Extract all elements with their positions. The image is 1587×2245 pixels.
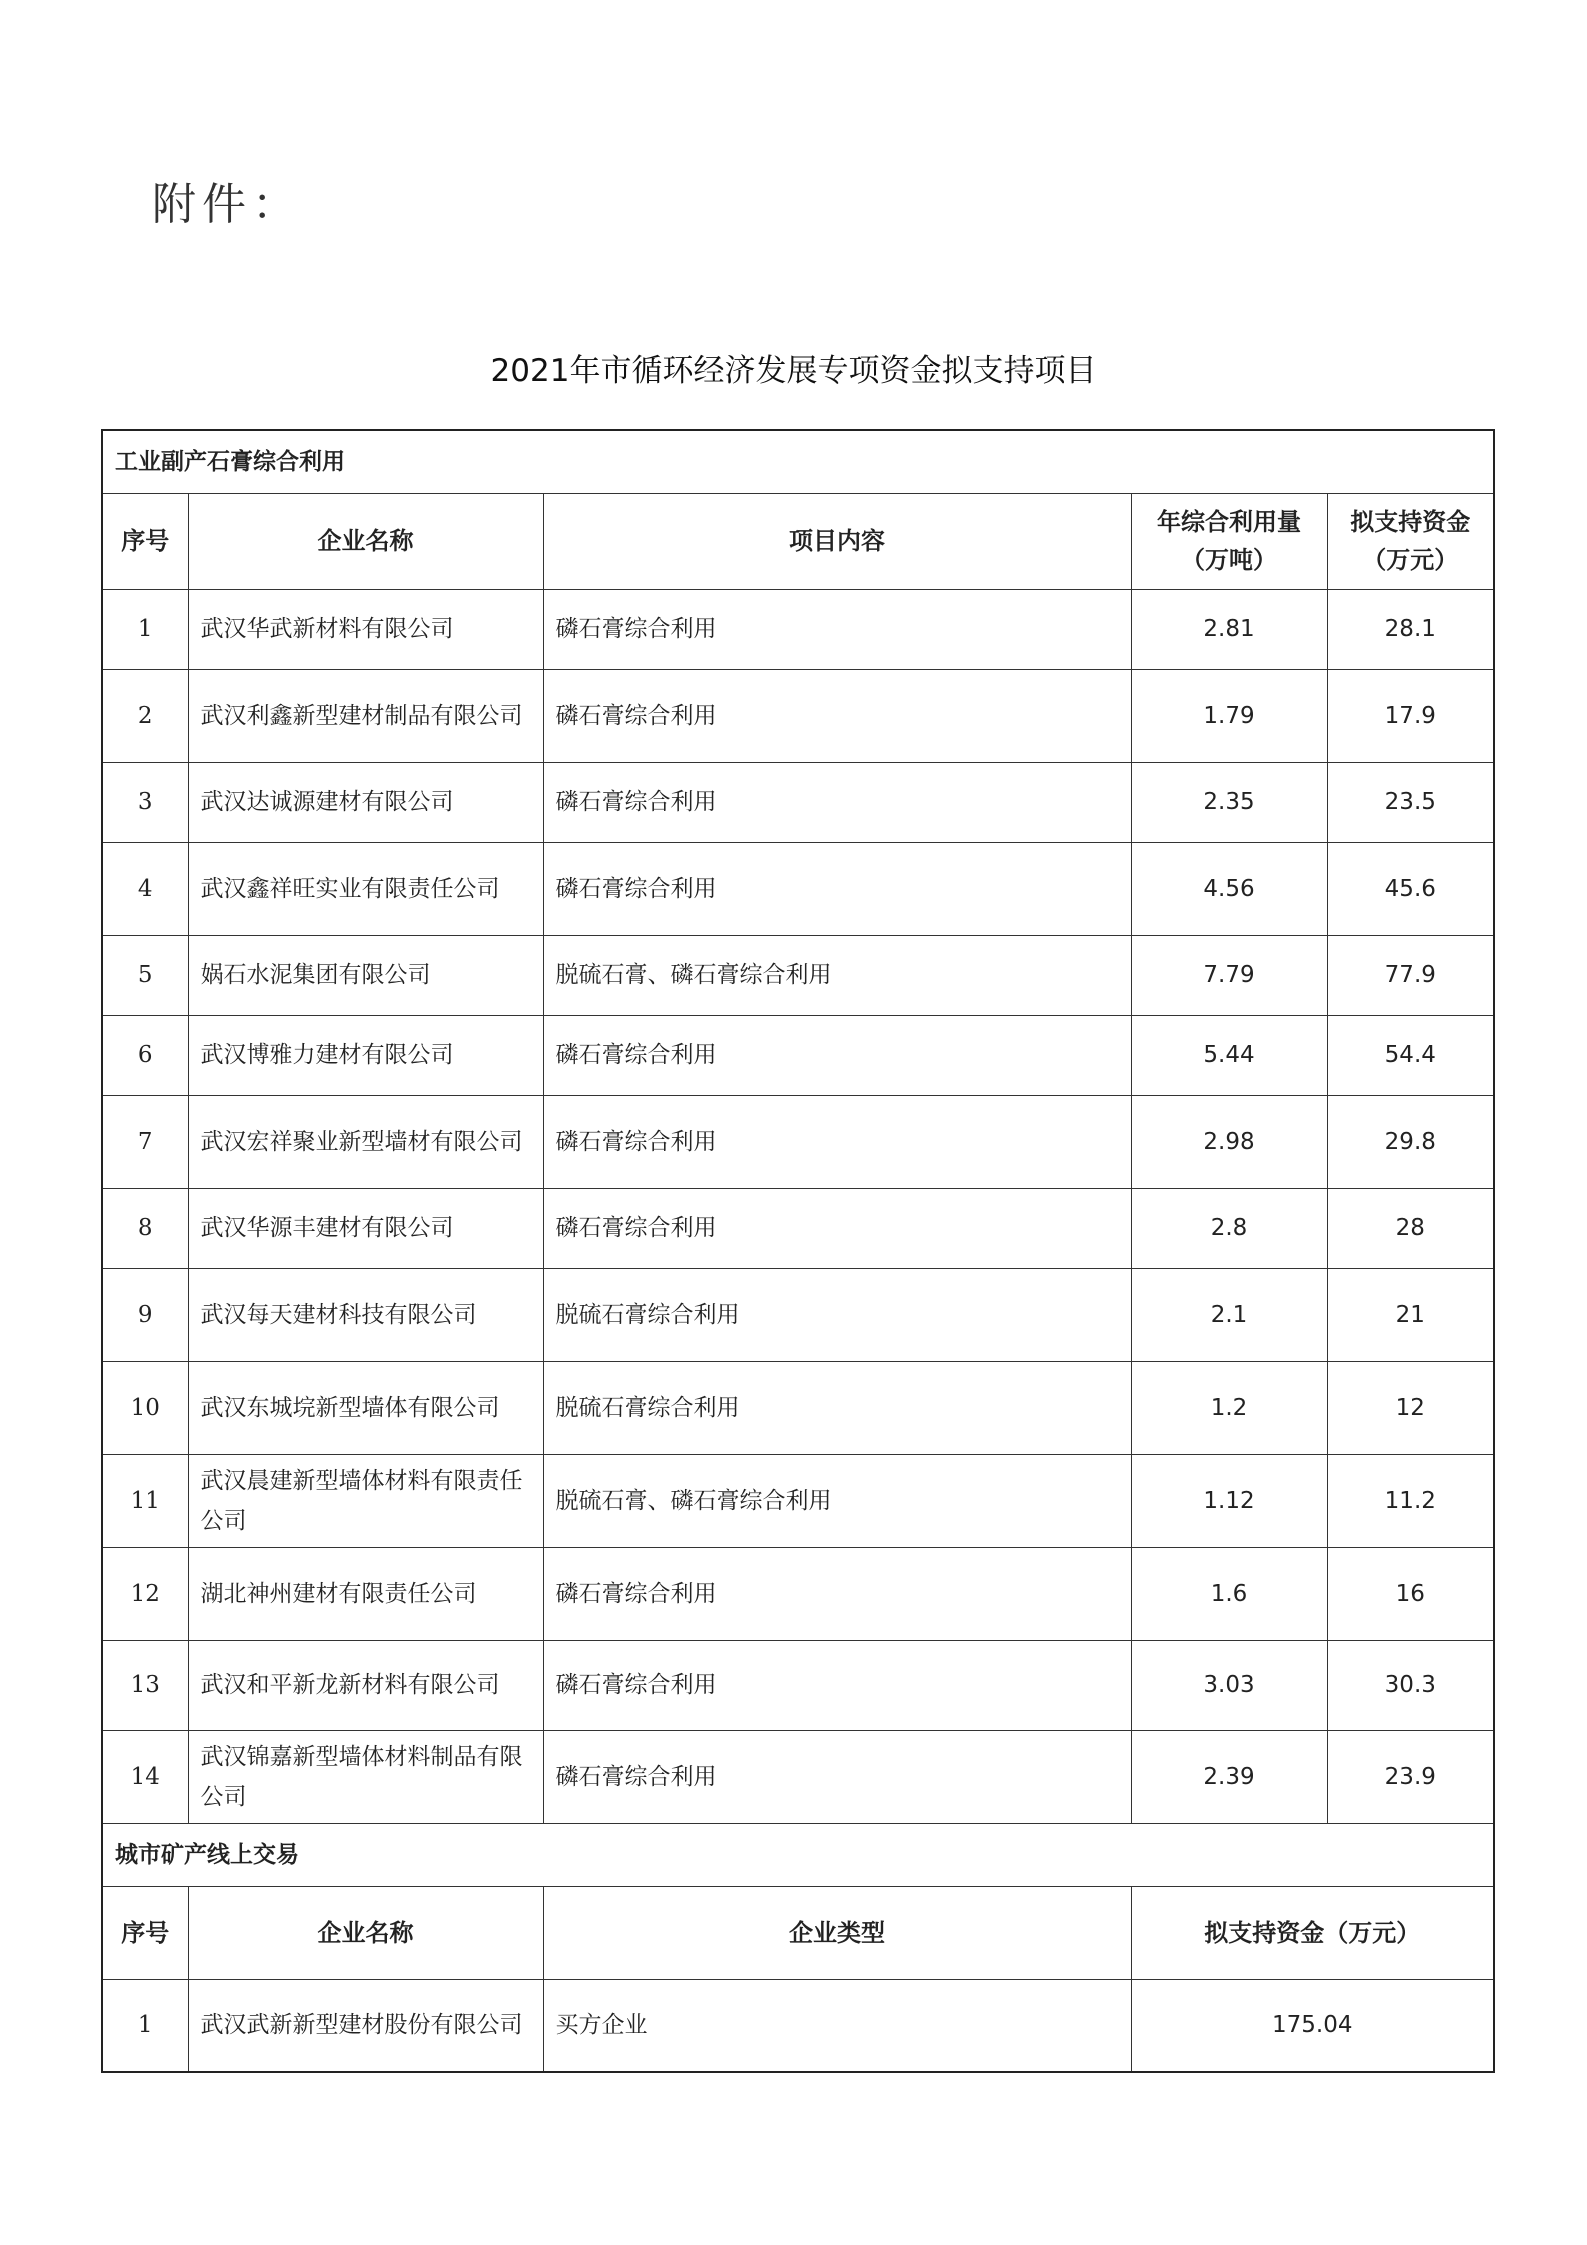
header-company: 企业名称 [188,493,543,589]
cell-amount: 4.56 [1131,842,1327,935]
cell-company: 武汉东城垸新型墙体有限公司 [188,1361,543,1454]
header-content: 项目内容 [543,493,1131,589]
cell-amount: 1.2 [1131,1361,1327,1454]
table-row [102,1454,1494,1547]
table-row [102,935,1494,1015]
cell-seq: 1 [102,1979,188,2072]
header-funds-line1: 拟支持资金 [1350,508,1471,536]
cell-funds: 45.6 [1327,842,1494,935]
header-amount [1131,493,1327,589]
cell-seq: 5 [102,935,188,1015]
cell-amount: 2.1 [1131,1268,1327,1361]
header-type: 企业类型 [543,1886,1131,1979]
table-row [102,1095,1494,1188]
cell-company: 武汉每天建材科技有限公司 [188,1268,543,1361]
section-heading-urban-mining: 城市矿产线上交易 [102,1823,1494,1886]
table-header-row [102,1886,1494,1979]
cell-funds: 175.04 [1131,1979,1494,2072]
cell-content: 磷石膏综合利用 [543,1640,1131,1730]
table-row [102,589,1494,669]
cell-content: 脱硫石膏、磷石膏综合利用 [543,1454,1131,1547]
cell-seq: 13 [102,1640,188,1730]
cell-amount: 1.6 [1131,1547,1327,1640]
cell-content: 脱硫石膏综合利用 [543,1268,1131,1361]
cell-amount: 1.79 [1131,669,1327,762]
cell-seq: 11 [102,1454,188,1547]
section-heading-gypsum: 工业副产石膏综合利用 [102,430,1494,493]
cell-funds: 77.9 [1327,935,1494,1015]
cell-funds: 23.5 [1327,762,1494,842]
cell-content: 磷石膏综合利用 [543,1730,1131,1823]
header-seq: 序号 [102,493,188,589]
cell-seq: 6 [102,1015,188,1095]
cell-type: 买方企业 [543,1979,1131,2072]
cell-amount: 1.12 [1131,1454,1327,1547]
cell-funds: 11.2 [1327,1454,1494,1547]
cell-seq: 10 [102,1361,188,1454]
cell-company: 武汉博雅力建材有限公司 [188,1015,543,1095]
cell-amount: 2.35 [1131,762,1327,842]
table-header-row [102,493,1494,589]
cell-company: 武汉鑫祥旺实业有限责任公司 [188,842,543,935]
cell-seq: 12 [102,1547,188,1640]
table-row [102,669,1494,762]
table-row [102,1979,1494,2072]
cell-company: 武汉利鑫新型建材制品有限公司 [188,669,543,762]
cell-amount: 3.03 [1131,1640,1327,1730]
cell-funds: 17.9 [1327,669,1494,762]
cell-amount: 2.39 [1131,1730,1327,1823]
cell-seq: 8 [102,1188,188,1268]
header-amount-line2: （万吨） [1181,546,1277,574]
cell-company: 武汉锦嘉新型墙体材料制品有限公司 [188,1730,543,1823]
cell-funds: 28 [1327,1188,1494,1268]
table-row [102,1547,1494,1640]
cell-funds: 29.8 [1327,1095,1494,1188]
cell-company: 武汉武新新型建材股份有限公司 [188,1979,543,2072]
cell-company: 武汉达诚源建材有限公司 [188,762,543,842]
cell-content: 磷石膏综合利用 [543,1547,1131,1640]
cell-company: 娲石水泥集团有限公司 [188,935,543,1015]
table-row [102,762,1494,842]
attachment-label: 附件： [152,179,302,230]
cell-content: 脱硫石膏综合利用 [543,1361,1131,1454]
cell-seq: 4 [102,842,188,935]
cell-amount: 2.98 [1131,1095,1327,1188]
cell-funds: 16 [1327,1547,1494,1640]
cell-content: 磷石膏综合利用 [543,669,1131,762]
cell-funds: 21 [1327,1268,1494,1361]
cell-content: 磷石膏综合利用 [543,1015,1131,1095]
funding-table [101,429,1495,2073]
cell-content: 磷石膏综合利用 [543,1095,1131,1188]
header-funds [1327,493,1494,589]
cell-company: 武汉和平新龙新材料有限公司 [188,1640,543,1730]
cell-company: 武汉华武新材料有限公司 [188,589,543,669]
cell-funds: 12 [1327,1361,1494,1454]
table-row [102,1268,1494,1361]
cell-funds: 23.9 [1327,1730,1494,1823]
table-row [102,1361,1494,1454]
cell-seq: 1 [102,589,188,669]
cell-seq: 9 [102,1268,188,1361]
cell-content: 脱硫石膏、磷石膏综合利用 [543,935,1131,1015]
cell-seq: 7 [102,1095,188,1188]
cell-seq: 2 [102,669,188,762]
cell-company: 湖北神州建材有限责任公司 [188,1547,543,1640]
cell-amount: 7.79 [1131,935,1327,1015]
header-funds: 拟支持资金（万元） [1131,1886,1494,1979]
header-seq: 序号 [102,1886,188,1979]
cell-funds: 28.1 [1327,589,1494,669]
cell-content: 磷石膏综合利用 [543,762,1131,842]
cell-content: 磷石膏综合利用 [543,589,1131,669]
cell-content: 磷石膏综合利用 [543,842,1131,935]
cell-company: 武汉华源丰建材有限公司 [188,1188,543,1268]
table-row [102,1015,1494,1095]
cell-funds: 30.3 [1327,1640,1494,1730]
header-company: 企业名称 [188,1886,543,1979]
page-title: 2021年市循环经济发展专项资金拟支持项目 [490,353,1097,389]
table-row [102,1730,1494,1823]
cell-content: 磷石膏综合利用 [543,1188,1131,1268]
cell-amount: 2.81 [1131,589,1327,669]
cell-seq: 14 [102,1730,188,1823]
table-row [102,1640,1494,1730]
cell-company: 武汉宏祥聚业新型墙材有限公司 [188,1095,543,1188]
header-funds-line2: （万元） [1362,546,1459,574]
cell-seq: 3 [102,762,188,842]
cell-company: 武汉晨建新型墙体材料有限责任公司 [188,1454,543,1547]
header-amount-line1: 年综合利用量 [1157,508,1301,536]
cell-amount: 2.8 [1131,1188,1327,1268]
table-row [102,842,1494,935]
cell-amount: 5.44 [1131,1015,1327,1095]
cell-funds: 54.4 [1327,1015,1494,1095]
table-row [102,1188,1494,1268]
